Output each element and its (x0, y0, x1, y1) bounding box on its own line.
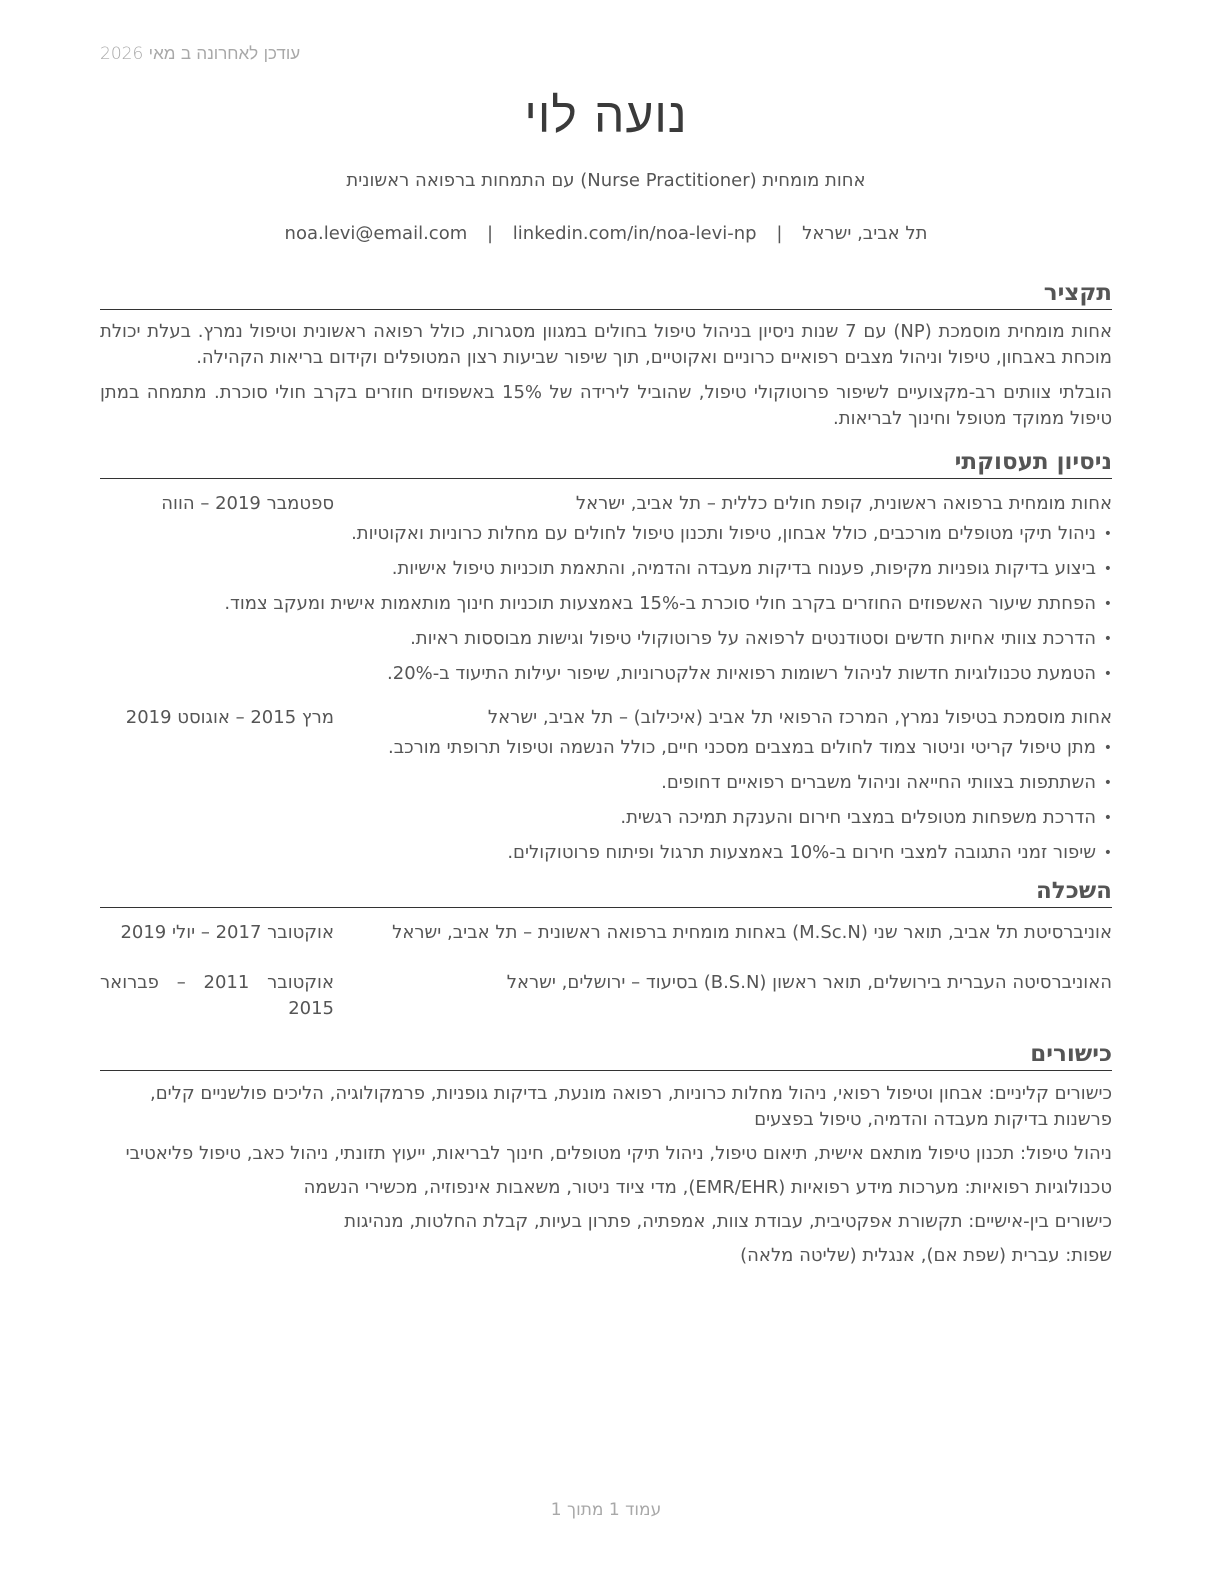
page-number: עמוד 1 מתוך 1 (550, 1500, 662, 1520)
job-bullet: • ביצוע בדיקות גופניות מקיפות, פענוח בדיקות מעבדה והדמיה, והתאמת תוכניות טיפול אישיות. (100, 556, 1112, 582)
education-entry (100, 970, 1112, 1022)
job-entry (100, 705, 1112, 866)
contact-location: תל אביב, ישראל (802, 223, 928, 244)
job-dates: ספטמבר 2019 – הווה (161, 493, 334, 514)
experience-section (100, 446, 1112, 866)
section-title-experience: ניסיון תעסוקתי (100, 446, 1112, 479)
education-entry (100, 920, 1112, 946)
summary-paragraph: אחות מומחית מוסמכת (NP) עם 7 שנות ניסיון בניהול טיפול בחולים במגוון מסגרות, כולל רפואה ראשונית וטיפול נמרץ. בעלת יכולת מוכחת באבחון, טיפול וניהול מצבים רפואיים כרוניים ואקוטיים, תוך שיפור שביעות רצון המטופלים וקידום בריאות הקהילה. (100, 321, 1112, 368)
job-bullet: • ניהול תיקי מטופלים מורכבים, כולל אבחון, טיפול ותכנון טיפול לחולים עם מחלות כרוניות ואקוטיות. (100, 521, 1112, 547)
contact-separator: | (776, 223, 783, 244)
skills-line: שפות: עברית (שפת אם), אנגלית (שליטה מלאה) (740, 1245, 1112, 1266)
education-text: האוניברסיטה העברית בירושלים, תואר ראשון (B.S.N) בסיעוד – ירושלים, ישראל (506, 972, 1112, 993)
tagline: אחות מומחית (Nurse Practitioner) עם התמחות ברפואה ראשונית (346, 170, 866, 191)
contact-email[interactable]: noa.levi@email.com (284, 223, 468, 244)
education-text: אוניברסיטת תל אביב, תואר שני (M.Sc.N) באחות מומחית ברפואה ראשונית – תל אביב, ישראל (392, 922, 1112, 943)
education-dates: אוקטובר 2011 – פברואר 2015 (100, 972, 334, 1019)
contact-separator: | (486, 223, 494, 244)
job-bullet: • הפחתת שיעור האשפוזים החוזרים בקרב חולי סוכרת ב-15% באמצעות תוכניות חינוך מותאמות אישית ומעקב צמוד. (100, 591, 1112, 617)
section-title-summary: תקציר (100, 277, 1112, 310)
contact-line (100, 221, 1112, 247)
skills-line: ניהול טיפול: תכנון טיפול מותאם אישית, תיאום טיפול, ניהול תיקי מטופלים, חינוך לבריאות, ייעוץ תזונתי, ניהול כאב, טיפול פליאטיבי (125, 1143, 1112, 1164)
section-title-education: השכלה (100, 875, 1112, 908)
education-dates: אוקטובר 2017 – יולי 2019 (120, 922, 334, 943)
job-bullet: • הדרכת צוותי אחיות חדשים וסטודנטים לרפואה על פרוטוקולי טיפול וגישות מבוססות ראיות. (100, 626, 1112, 652)
skills-line: כישורים בין-אישיים: תקשורת אפקטיבית, עבודת צוות, אמפתיה, פתרון בעיות, קבלת החלטות, מנהיגות (344, 1211, 1112, 1232)
skills-section (100, 1038, 1112, 1269)
contact-linkedin[interactable]: linkedin.com/in/noa-levi-np (512, 223, 757, 244)
job-bullet: • הדרכת משפחות מטופלים במצבי חירום והענקת תמיכה רגשית. (100, 805, 1112, 831)
candidate-name: נועה לוי (524, 88, 688, 144)
job-title: אחות מומחית ברפואה ראשונית, קופת חולים כללית – תל אביב, ישראל (575, 493, 1112, 514)
job-bullet: • השתתפות בצוותי החייאה וניהול משברים רפואיים דחופים. (100, 770, 1112, 796)
job-bullet: • שיפור זמני התגובה למצבי חירום ב-10% באמצעות תרגול ופיתוח פרוטוקולים. (100, 840, 1112, 866)
education-section (100, 875, 1112, 1022)
skills-line: כישורים קליניים: אבחון וטיפול רפואי, ניהול מחלות כרוניות, רפואה מונעת, בדיקות גופניות, פרמקולוגיה, הליכים פולשניים קלים, פרשנות בדיקות מעבדה והדמיה, טיפול בפצעים (149, 1083, 1112, 1130)
skills-line: טכנולוגיות רפואיות: מערכות מידע רפואיות (EMR/EHR), מדי ציוד ניטור, משאבות אינפוזיה, מכשירי הנשמה (303, 1177, 1112, 1198)
job-dates: מרץ 2015 – אוגוסט 2019 (125, 707, 334, 728)
job-bullet: • מתן טיפול קריטי וניטור צמוד לחולים במצבים מסכני חיים, כולל הנשמה וטיפול תרופתי מורכב. (100, 735, 1112, 761)
job-bullet: • הטמעת טכנולוגיות חדשות לניהול רשומות רפואיות אלקטרוניות, שיפור יעילות התיעוד ב-20%. (100, 661, 1112, 687)
resume-page (100, 86, 1112, 1277)
summary-paragraph: הובלתי צוותים רב-מקצועיים לשיפור פרוטוקולי טיפול, שהוביל לירידה של 15% באשפוזים חוזרים בקרב חולי סוכרת. מתמחה במתן טיפול ממוקד מטופל וחינוך לבריאות. (100, 382, 1112, 429)
summary-section (100, 277, 1112, 432)
section-title-skills: כישורים (100, 1038, 1112, 1071)
last-updated: עודכן לאחרונה ב מאי 2026 (100, 44, 301, 64)
job-entry (100, 491, 1112, 687)
job-title: אחות מוסמכת בטיפול נמרץ, המרכז הרפואי תל אביב (איכילוב) – תל אביב, ישראל (487, 707, 1112, 728)
